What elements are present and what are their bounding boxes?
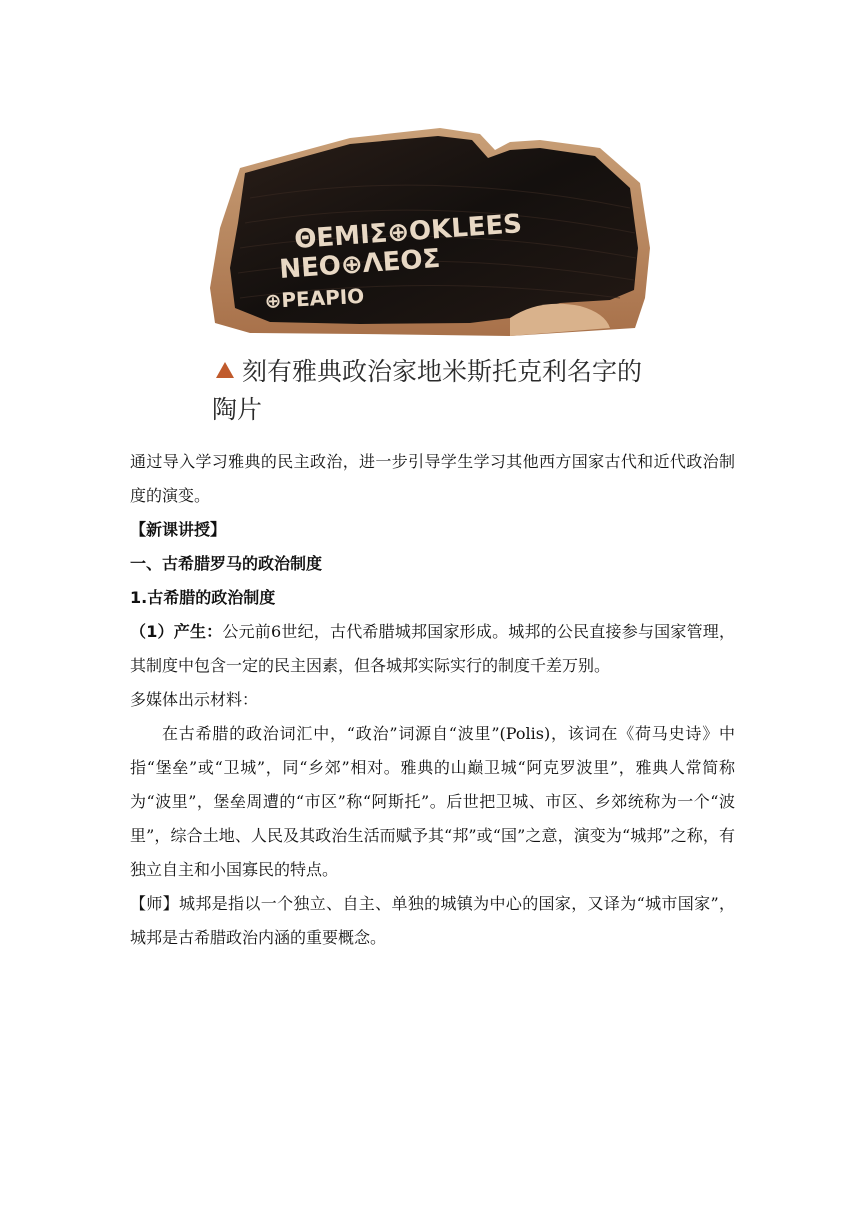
- inscription-line-3: ⊕PEAPIO: [264, 283, 365, 313]
- media-note: 多媒体出示材料：: [130, 690, 259, 709]
- inscription-line-1: ΘEMIΣ⊕OKLEES: [293, 209, 523, 255]
- triangle-marker-icon: [216, 362, 234, 378]
- heading-level-1: 一、古希腊罗马的政治制度: [130, 554, 323, 573]
- teacher-paragraph: [130, 887, 735, 955]
- item-1-text: 公元前6世纪，古代希腊城邦国家形成。城邦的公民直接参与国家管理，其制度中包含一定的民主因素，但各城邦实际实行的制度千差万别。: [130, 622, 735, 675]
- figure-caption: [210, 353, 650, 429]
- ostracon-image: [210, 128, 650, 343]
- item-1-label: （1）产生：: [130, 622, 223, 641]
- figure-ostracon: [210, 128, 650, 428]
- teacher-text: 城邦是指以一个独立、自主、单独的城镇为中心的国家，又译为“城市国家”，城邦是古希腊政治内涵的重要概念。: [130, 894, 735, 947]
- heading-level-2: 1.古希腊的政治制度: [130, 588, 276, 607]
- section-marker: 【新课讲授】: [130, 520, 227, 539]
- quoted-material: 在古希腊的政治词汇中，“政治”词源自“波里”(Polis)，该词在《荷马史诗》中指“堡垒”或“卫城”，同“乡郊”相对。雅典的山巅卫城“阿克罗波里”，雅典人常简称为“波里”，堡垒周遭的“市区”称“阿斯托”。后世把卫城、市区、乡郊统称为一个“波里”，综合土地、人民及其政治生活而赋予其“邦”或“国”之意，演变为“城邦”之称，有独立自主和小国寡民的特点。: [130, 724, 735, 879]
- caption-line-2: 陶片: [212, 395, 263, 424]
- document-body: [130, 445, 735, 955]
- inscription-line-2: NEO⊕ΛEOΣ: [278, 243, 442, 285]
- intro-paragraph: 通过导入学习雅典的民主政治，进一步引导学生学习其他西方国家古代和近代政治制度的演变。: [130, 452, 735, 505]
- item-1-paragraph: [130, 615, 735, 683]
- teacher-label: 【师】: [130, 894, 180, 913]
- caption-line-1: 刻有雅典政治家地米斯托克利名字的: [242, 357, 643, 386]
